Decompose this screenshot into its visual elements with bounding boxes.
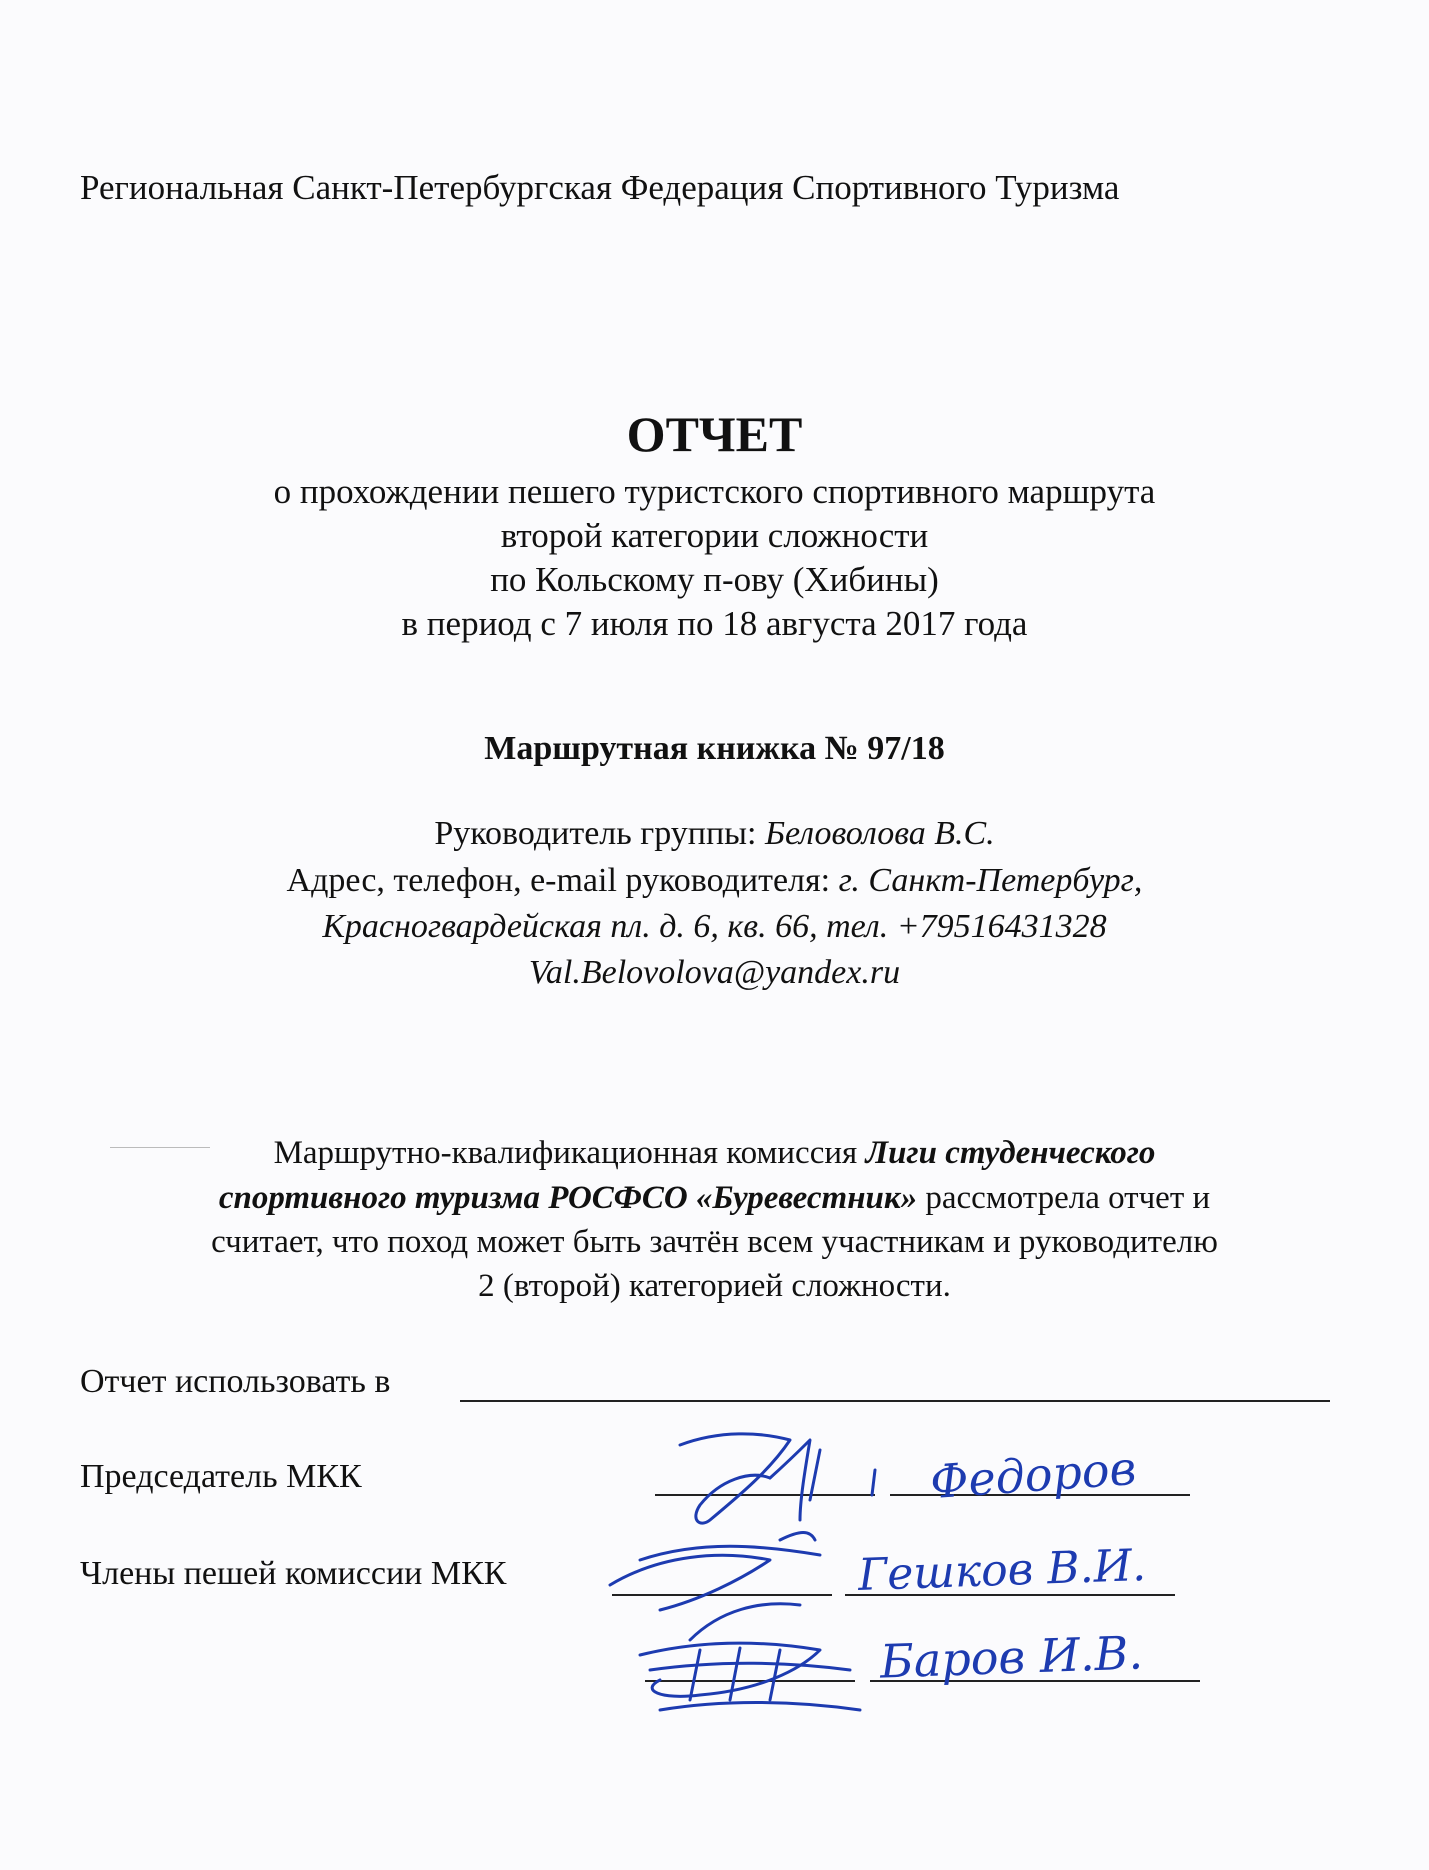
report-subtitle-line-3: по Кольскому п-ову (Хибины) [490, 560, 939, 599]
commission-reviewed: рассмотрела отчет и [925, 1180, 1211, 1216]
use-label: Отчет использовать в [80, 1363, 391, 1400]
commission-league: Лиги студенческого [865, 1135, 1156, 1171]
commission-line-4: 2 (второй) категорией сложности. [478, 1268, 951, 1304]
member1-signature-name: Гешков В.И. [857, 1539, 1147, 1602]
commission-org: спортивного туризма РОСФСО «Буревестник» [218, 1180, 918, 1216]
commission-line-3: считает, что поход может быть зачтён всем участникам и руководителю [211, 1224, 1218, 1260]
organization-name: Региональная Санкт-Петербургская Федерация Спортивного Туризма [80, 168, 1120, 207]
report-subtitle-line-4: в период с 7 июля по 18 августа 2017 года [401, 604, 1028, 643]
members-label: Члены пешей комиссии МКК [80, 1555, 507, 1592]
leader-name: Беловолова В.С. [764, 815, 995, 852]
leader-address-text: Красногвардейская пл. д. 6, кв. 66, тел. +79516431328 [322, 908, 1107, 945]
commission-prefix: Маршрутно-квалификационная комиссия [273, 1135, 858, 1171]
chair-signature-name: Федоров [928, 1440, 1138, 1510]
chair-label: Председатель МКК [80, 1458, 362, 1495]
route-book-number: Маршрутная книжка № 97/18 [484, 730, 945, 767]
report-subtitle-line-2: второй категории сложности [500, 516, 929, 555]
member2-signature-name: Баров И.В. [879, 1625, 1144, 1689]
leader-contact-label: Адрес, телефон, e-mail руководителя: [286, 862, 831, 899]
leader-email-text: Val.Belovolova@yandex.ru [528, 954, 901, 991]
member1-signature-mark [610, 1533, 820, 1641]
report-title: ОТЧЕТ [626, 406, 803, 462]
chair-signature-mark [680, 1434, 875, 1523]
member2-signature-mark [640, 1643, 860, 1710]
report-subtitle-line-1: о прохождении пешего туристского спортивного маршрута [273, 472, 1156, 511]
leader-city: г. Санкт-Петербург, [838, 862, 1143, 899]
leader-label: Руководитель группы: [434, 815, 757, 852]
